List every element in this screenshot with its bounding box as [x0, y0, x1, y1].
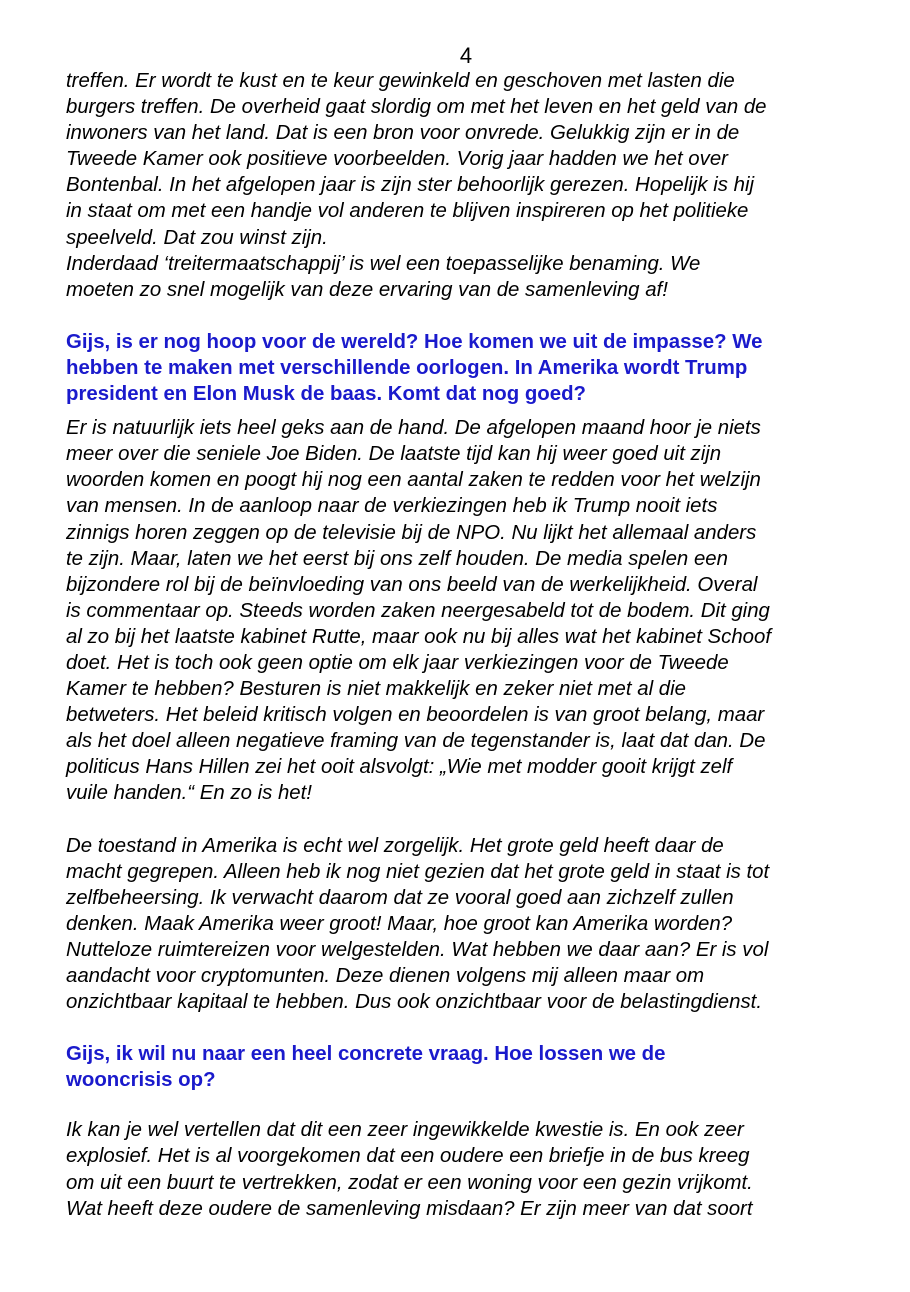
text-line: woorden komen en poogt hij nog een aantal zaken te redden voor het welzijn [66, 469, 761, 492]
answer-paragraph [66, 415, 866, 806]
text-line: Kamer te hebben? Besturen is niet makkelijk en zeker niet met al die [66, 678, 686, 701]
block-spacer [66, 1015, 866, 1041]
text-line: Tweede Kamer ook positieve voorbeelden. Vorig jaar hadden we het over [66, 148, 728, 171]
text-line: is commentaar op. Steeds worden zaken neergesabeld tot de bodem. Dit ging [66, 599, 770, 622]
text-line: explosief. Het is al voorgekomen dat een oudere een briefje in de bus kreeg [66, 1145, 750, 1168]
text-line: als het doel alleen negatieve framing van de tegenstander is, laat dat dan. De [66, 730, 766, 753]
text-line: hebben te maken met verschillende oorlogen. In Amerika wordt Trump [66, 356, 748, 379]
text-line: Inderdaad ‘treitermaatschappij’ is wel een toepasselijke benaming. We [66, 252, 701, 275]
text-line: zelfbeheersing. Ik verwacht daarom dat ze vooral goed aan zichzelf zullen [66, 886, 734, 909]
text-line: in staat om met een handje vol anderen te blijven inspireren op het politieke [66, 200, 749, 223]
text-line: denken. Maak Amerika weer groot! Maar, hoe groot kan Amerika worden? [66, 912, 733, 935]
text-line: politicus Hans Hillen zei het ooit alsvolgt: „Wie met modder gooit krijgt zelf [66, 756, 733, 779]
block-spacer [66, 407, 866, 415]
text-line: al zo bij het laatste kabinet Rutte, maar ook nu bij alles wat het kabinet Schoof [66, 625, 772, 648]
text-line: president en Elon Musk de baas. Komt dat nog goed? [66, 383, 587, 406]
text-line: om uit een buurt te vertrekken, zodat er een woning voor een gezin vrijkomt. [66, 1171, 753, 1194]
page-number: 4 [459, 43, 473, 68]
text-line: onzichtbaar kapitaal te hebben. Dus ook onzichtbaar voor de belastingdienst. [66, 991, 762, 1014]
text-line: macht gegrepen. Alleen heb ik nog niet gezien dat het grote geld in staat is tot [66, 860, 770, 883]
text-line: doet. Het is toch ook geen optie om elk jaar verkiezingen voor de Tweede [66, 651, 729, 674]
answer-paragraph [66, 1117, 866, 1221]
interview-question [66, 1041, 866, 1093]
answer-paragraph [66, 833, 866, 1016]
text-line: treffen. Er wordt te kust en te keur gewinkeld en geschoven met lasten die [66, 70, 735, 92]
block-spacer [66, 807, 866, 833]
answer-paragraph [66, 68, 866, 303]
block-spacer [66, 303, 866, 329]
text-line: burgers treffen. De overheid gaat slordig om met het leven en het geld van de [66, 96, 767, 119]
text-line: inwoners van het land. Dat is een bron voor onvrede. Gelukkig zijn er in de [66, 122, 740, 145]
text-line: moeten zo snel mogelijk van deze ervaring van de samenleving af! [66, 278, 668, 301]
text-line: Wat heeft deze oudere de samenleving misdaan? Er zijn meer van dat soort [66, 1197, 753, 1220]
text-line: speelveld. Dat zou winst zijn. [66, 226, 328, 249]
text-line: De toestand in Amerika is echt wel zorgelijk. Het grote geld heeft daar de [66, 834, 724, 857]
text-line: zinnigs horen zeggen op de televisie bij de NPO. Nu lijkt het allemaal anders [66, 521, 757, 544]
text-line: vuile handen.“ En zo is het! [66, 782, 312, 805]
text-line: Nutteloze ruimtereizen voor welgestelden. Wat hebben we daar aan? Er is vol [66, 938, 769, 961]
text-line: van mensen. In de aanloop naar de verkiezingen heb ik Trump nooit iets [66, 495, 718, 518]
text-line: bijzondere rol bij de beïnvloeding van ons beeld van de werkelijkheid. Overal [66, 573, 758, 596]
document-page [66, 44, 866, 1222]
text-line: meer over die seniele Joe Biden. De laatste tijd kan hij weer goed uit zijn [66, 443, 722, 466]
text-line: Ik kan je wel vertellen dat dit een zeer ingewikkelde kwestie is. En ook zeer [66, 1119, 744, 1142]
text-line: aandacht voor cryptomunten. Deze dienen volgens mij alleen maar om [66, 965, 705, 987]
text-line: wooncrisis op? [66, 1069, 216, 1092]
block-spacer [66, 1093, 866, 1117]
text-line: Gijs, ik wil nu naar een heel concrete vraag. Hoe lossen we de [66, 1043, 666, 1066]
text-line: Bontenbal. In het afgelopen jaar is zijn ster behoorlijk gerezen. Hopelijk is hij [66, 174, 755, 197]
text-line: Er is natuurlijk iets heel geks aan de hand. De afgelopen maand hoor je niets [66, 417, 761, 440]
document-body [66, 68, 866, 1222]
interview-question [66, 329, 866, 407]
text-line: te zijn. Maar, laten we het eerst bij ons zelf houden. De media spelen een [66, 547, 728, 570]
text-line: Gijs, is er nog hoop voor de wereld? Hoe komen we uit de impasse? We [66, 330, 763, 353]
text-line: betweters. Het beleid kritisch volgen en beoordelen is van groot belang, maar [66, 704, 765, 727]
